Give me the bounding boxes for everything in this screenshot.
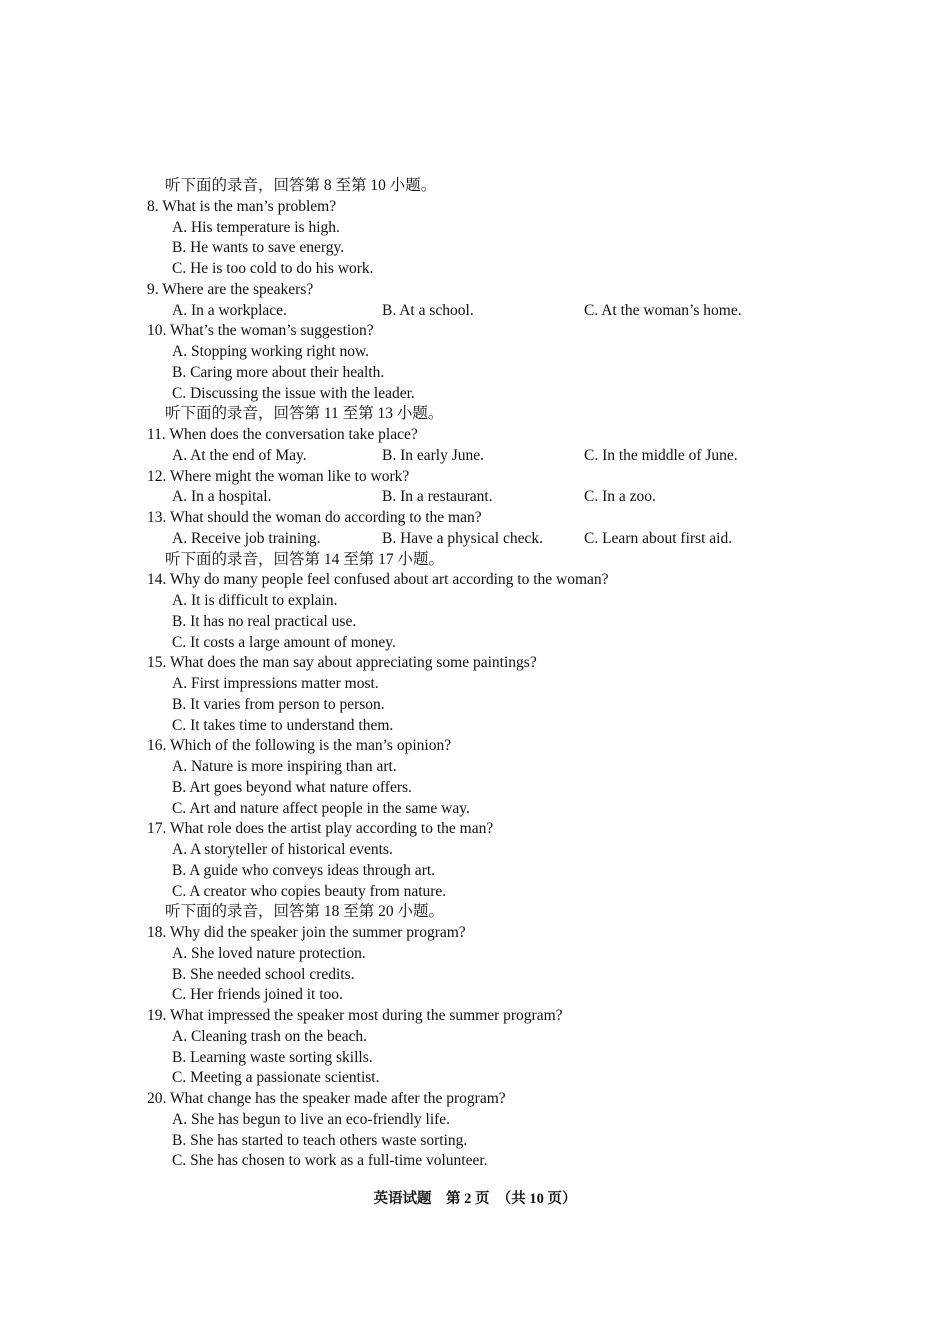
question-text: 16. Which of the following is the man’s opinion? [147, 737, 452, 755]
option-text: C. It costs a large amount of money. [172, 633, 396, 651]
option-b: B. In early June. [382, 446, 485, 464]
question-text: 17. What role does the artist play according to the man? [147, 820, 494, 838]
option-text: A. It is difficult to explain. [172, 592, 338, 609]
option-row [147, 529, 807, 550]
option-c: C. In the middle of June. [584, 446, 738, 464]
question-text: 11. When does the conversation take place? [147, 426, 418, 443]
question-text: 15. What does the man say about appreciating some paintings? [147, 654, 537, 672]
question-text: 9. Where are the speakers? [147, 280, 314, 298]
option-text: B. It has no real practical use. [172, 612, 357, 630]
question-text: 20. What change has the speaker made after the program? [147, 1090, 506, 1107]
question-text: 19. What impressed the speaker most during the summer program? [147, 1007, 563, 1024]
option-c: C. At the woman’s home. [584, 301, 742, 319]
option-a: A. Receive job training. [172, 529, 321, 547]
question-text: 14. Why do many people feel confused about art according to the woman? [147, 571, 609, 589]
option-text: B. Art goes beyond what nature offers. [172, 778, 412, 796]
option-row [147, 301, 807, 322]
page-footer: 英语试题 第 2 页 （共 10 页） [373, 1191, 577, 1207]
option-text: B. Learning waste sorting skills. [172, 1048, 373, 1066]
option-text: C. Art and nature affect people in the same way. [172, 799, 470, 817]
option-row [147, 487, 807, 508]
option-a: A. In a workplace. [172, 301, 287, 319]
option-c: C. Learn about first aid. [584, 529, 733, 547]
option-text: A. First impressions matter most. [172, 675, 379, 692]
option-text: B. Caring more about their health. [172, 363, 385, 381]
option-text: C. Meeting a passionate scientist. [172, 1069, 380, 1087]
section-instruction: 听下面的录音，回答第 14 至第 17 小题。 [165, 550, 445, 568]
option-b: B. In a restaurant. [382, 488, 493, 506]
option-text: C. A creator who copies beauty from nature. [172, 882, 447, 900]
option-text: B. He wants to save energy. [172, 239, 345, 257]
option-a: A. In a hospital. [172, 488, 272, 506]
option-text: A. She loved nature protection. [172, 944, 366, 962]
question-text: 18. Why did the speaker join the summer program? [147, 924, 466, 941]
option-a: A. At the end of May. [172, 446, 307, 464]
option-row [147, 446, 807, 467]
option-text: B. A guide who conveys ideas through art. [172, 861, 436, 879]
option-text: B. She has started to teach others waste sorting. [172, 1131, 468, 1149]
option-text: C. He is too cold to do his work. [172, 260, 374, 277]
option-text: B. It varies from person to person. [172, 695, 385, 713]
question-text: 8. What is the man’s problem? [147, 197, 337, 215]
section-instruction: 听下面的录音，回答第 8 至第 10 小题。 [165, 177, 437, 194]
option-text: C. Her friends joined it too. [172, 986, 343, 1004]
option-text: A. Stopping working right now. [172, 343, 370, 360]
option-text: A. Nature is more inspiring than art. [172, 758, 397, 775]
question-text: 13. What should the woman do according to the man? [147, 509, 482, 526]
section-instruction: 听下面的录音，回答第 18 至第 20 小题。 [165, 903, 445, 921]
option-text: B. She needed school credits. [172, 965, 355, 983]
question-text: 10. What’s the woman’s suggestion? [147, 322, 374, 340]
option-text: A. A storyteller of historical events. [172, 841, 393, 858]
option-text: A. Cleaning trash on the beach. [172, 1027, 367, 1045]
option-c: C. In a zoo. [584, 488, 656, 506]
option-b: B. At a school. [382, 301, 474, 319]
option-text: C. It takes time to understand them. [172, 716, 394, 734]
question-list [147, 176, 807, 1172]
option-text: C. Discussing the issue with the leader. [172, 384, 415, 402]
section-instruction: 听下面的录音，回答第 11 至第 13 小题。 [165, 405, 444, 423]
option-b: B. Have a physical check. [382, 529, 543, 547]
option-text: A. She has begun to live an eco-friendly life. [172, 1110, 451, 1128]
option-text: C. She has chosen to work as a full-time volunteer. [172, 1152, 488, 1170]
option-text: A. His temperature is high. [172, 218, 340, 236]
question-text: 12. Where might the woman like to work? [147, 467, 410, 485]
